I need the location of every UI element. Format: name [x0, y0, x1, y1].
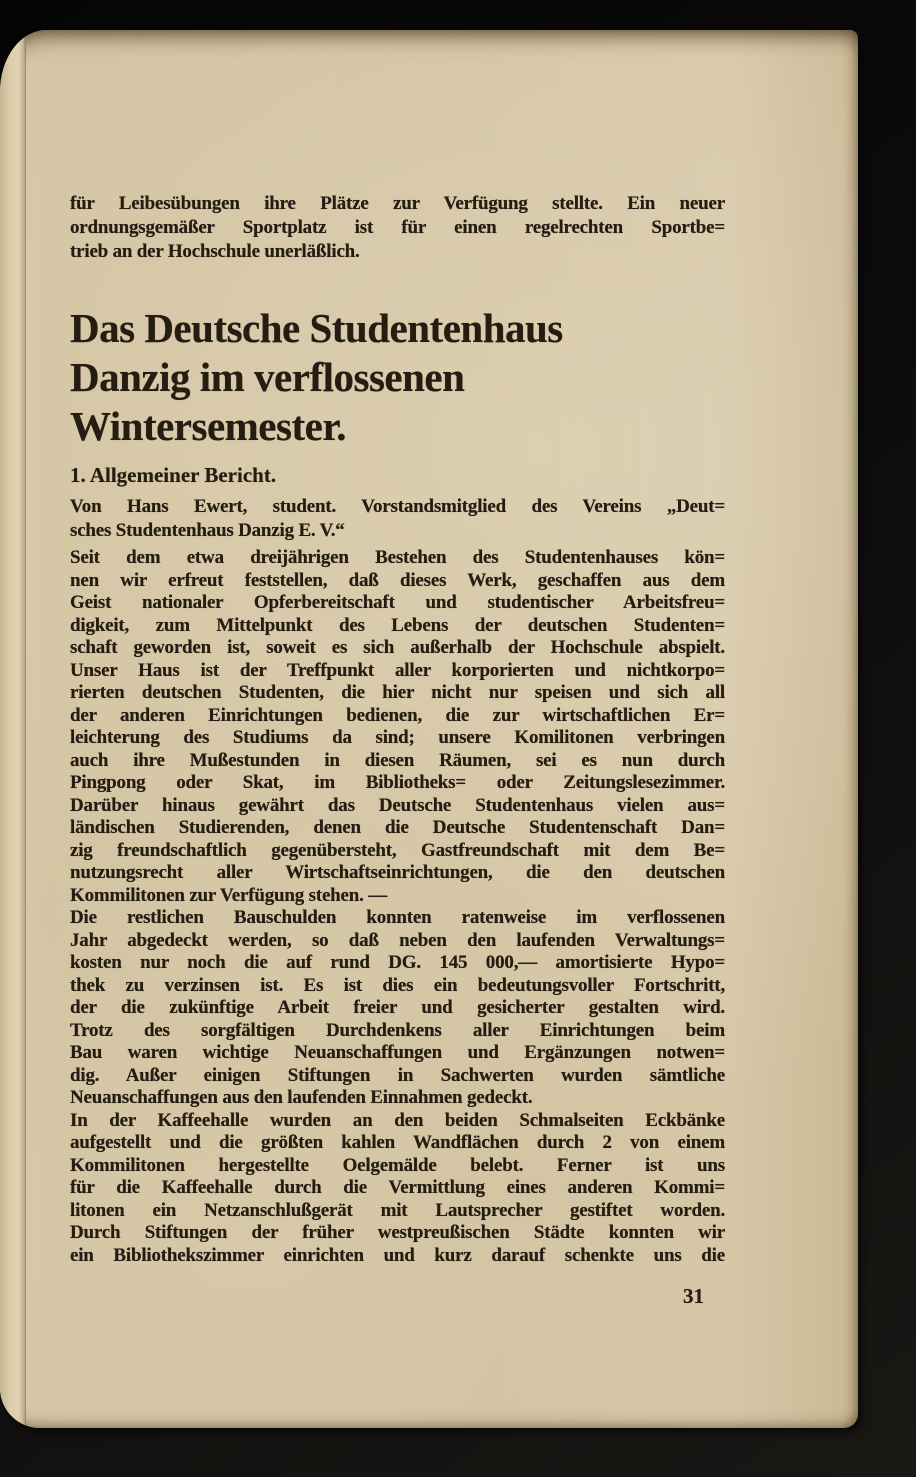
text-line: ländischen Studierenden, denen die Deutsche Studentenschaft Dan= — [70, 817, 725, 838]
text-line: Geist nationaler Opferbereitschaft und studentischer Arbeitsfreu= — [70, 592, 725, 613]
section-heading: 1. Allgemeiner Bericht. — [70, 463, 277, 487]
body-paragraph-2 — [70, 907, 725, 1110]
text-line: digkeit, zum Mittelpunkt des Lebens der deutschen Studenten= — [70, 614, 725, 636]
text-line: Danzig im verflossenen — [70, 354, 465, 400]
body-paragraph-3 — [70, 1110, 725, 1268]
text-line: sches Studentenhaus Danzig E. V.“ — [70, 519, 345, 541]
text-line: auch ihre Mußestunden in diesen Räumen, sei es nun durch — [70, 749, 725, 771]
text-line: schaft geworden ist, soweit es sich außerhalb der Hochschule abspielt. — [70, 637, 725, 658]
body-text — [70, 547, 725, 1267]
text-line: Neuanschaffungen aus den laufenden Einnahmen gedeckt. — [70, 1087, 533, 1108]
text-line: trieb an der Hochschule unerläßlich. — [70, 241, 360, 262]
text-line: der anderen Einrichtungen bedienen, die zur wirtschaftlichen Er= — [70, 704, 725, 726]
text-line: Bau waren wichtige Neuanschaffungen und Ergänzungen notwen= — [70, 1042, 725, 1063]
text-line: Trotz des sorgfältigen Durchdenkens aller Einrichtungen beim — [70, 1019, 725, 1041]
text-line: Wintersemester. — [70, 403, 346, 449]
text-line: ein Bibliothekszimmer einrichten und kurz darauf schenkte uns die — [70, 1244, 725, 1266]
text-line: Unser Haus ist der Treffpunkt aller korporierten und nichtkorpo= — [70, 659, 725, 681]
text-line: Durch Stiftungen der früher westpreußischen Städte konnten wir — [70, 1222, 725, 1243]
text-line: nen wir erfreut feststellen, daß dieses Werk, geschaffen aus dem — [70, 569, 725, 591]
text-line: der die zukünftige Arbeit freier und gesicherter gestalten wird. — [70, 997, 725, 1018]
text-line: für Leibesübungen ihre Plätze zur Verfügung stellte. Ein neuer — [70, 193, 725, 214]
text-line: Darüber hinaus gewährt das Deutsche Studentenhaus vielen aus= — [70, 794, 725, 816]
text-line: aufgestellt und die größten kahlen Wandflächen durch 2 von einem — [70, 1132, 725, 1153]
text-line: Jahr abgedeckt werden, so daß neben den laufenden Verwaltungs= — [70, 929, 725, 951]
text-line: dig. Außer einigen Stiftungen in Sachwerten wurden sämtliche — [70, 1064, 725, 1086]
byline — [70, 495, 725, 542]
page-paper — [0, 30, 858, 1428]
text-line: Das Deutsche Studentenhaus — [70, 305, 563, 351]
text-line: Seit dem etwa dreijährigen Bestehen des Studentenhauses kön= — [70, 547, 725, 568]
body-paragraph-1 — [70, 547, 725, 907]
text-line: Die restlichen Bauschulden konnten ratenweise im verflossenen — [70, 907, 725, 928]
intro-paragraph — [70, 192, 725, 264]
text-line: Kommilitonen hergestellte Oelgemälde belebt. Ferner ist uns — [70, 1154, 725, 1176]
text-line: litonen ein Netzanschlußgerät mit Lautsprecher gestiftet worden. — [70, 1199, 725, 1221]
text-line: Von Hans Ewert, student. Vorstandsmitglied des Vereins „Deut= — [70, 496, 725, 517]
page-binding-edge — [0, 30, 26, 1428]
text-line: nutzungsrecht aller Wirtschaftseinrichtungen, die den deutschen — [70, 862, 725, 883]
text-line: rierten deutschen Studenten, die hier nicht nur speisen und sich all — [70, 682, 725, 703]
page-title — [70, 304, 725, 451]
text-line: Pingpong oder Skat, im Bibliotheks= oder Zeitungslesezimmer. — [70, 772, 725, 793]
text-line: für die Kaffeehalle durch die Vermittlung eines anderen Kommi= — [70, 1177, 725, 1198]
text-line: zig freundschaftlich gegenübersteht, Gastfreundschaft mit dem Be= — [70, 839, 725, 861]
text-line: ordnungsgemäßer Sportplatz ist für einen regelrechten Sportbe= — [70, 217, 725, 238]
text-line: thek zu verzinsen ist. Es ist dies ein bedeutungsvoller Fortschritt, — [70, 974, 725, 996]
page-number: 31 — [683, 1284, 704, 1308]
text-line: Kommilitonen zur Verfügung stehen. — — [70, 884, 388, 906]
text-line: In der Kaffeehalle wurden an den beiden Schmalseiten Eckbänke — [70, 1109, 725, 1131]
text-line: leichterung des Studiums da sind; unsere Komilitonen verbringen — [70, 727, 725, 748]
text-line: kosten nur noch die auf rund DG. 145 000,— amortisierte Hypo= — [70, 952, 725, 973]
